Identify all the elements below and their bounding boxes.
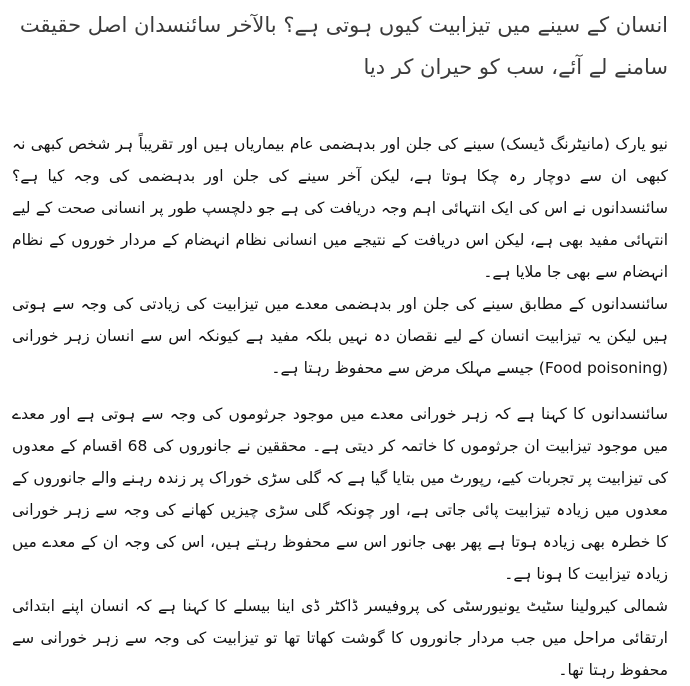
article-body: [12, 128, 668, 686]
article-paragraph: شمالی کیرولینا سٹیٹ یونیورسٹی کی پروفیسر ڈاکٹر ڈی اینا بیسلے کا کہنا ہے کہ انسان اپنے ابتدائی ارتقائی مراحل میں جب مردار جانوروں کا گوشت کھاتا تھا تو تیزابیت کی وجہ سے زہر خورانی سے محفوظ رہتا تھا۔: [12, 597, 668, 679]
article-paragraph: سائنسدانوں کا کہنا ہے کہ زہر خورانی معدے میں موجود جرثوموں کی وجہ سے ہوتی ہے اور معدے میں موجود تیزابیت ان جرثوموں کا خاتمہ کر دیتی ہے۔ محققین نے جانوروں کی 68 اقسام کے معدوں کی تیزابیت پر تجربات کیے، رپورٹ میں بتایا گیا ہے کہ گلی سڑی خوراک پر زندہ رہنے والے جانوروں کے معدوں میں زیادہ تیزابیت پائی جاتی ہے، اور چونکہ گلی سڑی چیزیں کھانے کی وجہ سے زہر خورانی کا خطرہ بھی زیادہ ہوتا ہے پھر بھی جانور اس سے محفوظ رہتے ہیں، اس کی وجہ ان کے معدے میں زیادہ تیزابیت کا ہونا ہے۔: [12, 405, 669, 583]
article-paragraph: نیو یارک (مانیٹرنگ ڈیسک) سینے کی جلن اور بدہضمی عام بیماریاں ہیں اور تقریباً ہر شخص کبھی نہ کبھی ان سے دوچار رہ چکا ہوتا ہے، لیکن آخر سینے کی جلن اور بدہضمی کی وجہ کیا ہے؟ سائنسدانوں نے اس کی ایک انتہائی اہم وجہ دریافت کی ہے جو دلچسپ طور پر انسانی صحت کے لیے انتہائی مفید بھی ہے، لیکن اس دریافت کے نتیجے میں انسانی نظام انہضام کے مردار خوروں کے نظام انہضام سے بھی جا ملایا ہے۔: [12, 135, 668, 281]
article-title: انسان کے سینے میں تیزابیت کیوں ہوتی ہے؟ بالآخر سائنسدان اصل حقیقت سامنے لے آئے، سب کو حیران کر دیا: [19, 13, 668, 79]
article-paragraph: سائنسدانوں کے مطابق سینے کی جلن اور بدہضمی معدے میں تیزابیت کی زیادتی کی وجہ سے ہوتی ہیں لیکن یہ تیزابیت انسان کے لیے نقصان دہ نہیں بلکہ مفید ہے کیونکہ اس سے انسان زہر خورانی (Food poisoning) جیسے مہلک مرض سے محفوظ رہتا ہے۔: [12, 295, 668, 377]
paragraph-spacer: [12, 384, 668, 398]
